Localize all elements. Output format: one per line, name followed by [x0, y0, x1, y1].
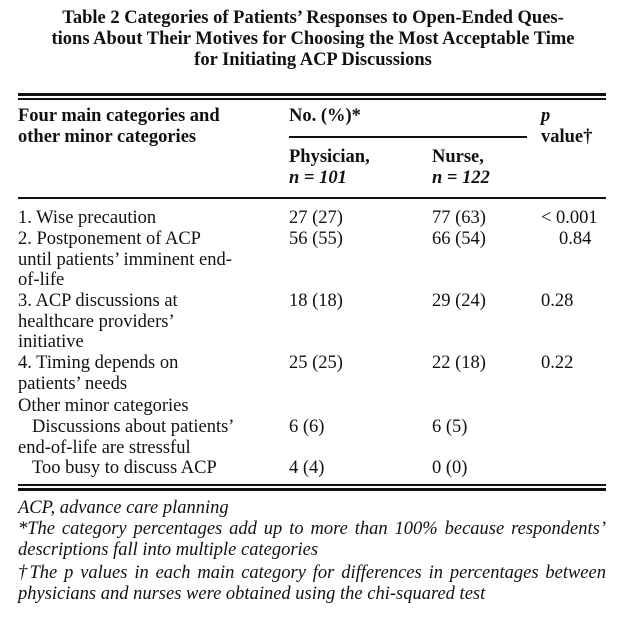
table-row — [18, 229, 232, 291]
header-p-letter: p — [541, 106, 551, 126]
title-line: for Initiating ACP Discussions — [194, 50, 432, 70]
bottom-rule-thick — [18, 488, 606, 491]
header-physician-line1: Physician, — [289, 147, 370, 167]
bottom-rule-thin — [18, 484, 606, 486]
row-label: Other minor categories — [18, 396, 189, 416]
cell-physician: 6 (6) — [289, 417, 325, 437]
row-label: patients’ needs — [18, 373, 128, 394]
cell-p-value: < 0.001 — [541, 208, 598, 228]
header-rule — [18, 197, 606, 199]
title-line: Table 2 Categories of Patients’ Responses to Open-Ended Ques- — [62, 8, 564, 28]
cell-nurse: 66 (54) — [432, 229, 486, 249]
header-p-label: value† — [541, 126, 593, 147]
header-categories-line1: Four main categories and — [18, 106, 220, 126]
cell-nurse: 0 (0) — [432, 458, 468, 478]
header-categories-line2: other minor categories — [18, 126, 197, 147]
table-row — [18, 208, 156, 229]
top-rule-thick — [18, 93, 606, 96]
table-row — [18, 291, 178, 353]
cell-physician: 18 (18) — [289, 291, 343, 311]
row-label: Discussions about patients’ — [32, 417, 235, 437]
cell-nurse: 29 (24) — [432, 291, 486, 311]
table-row — [18, 353, 178, 394]
row-label: 4. Timing depends on — [18, 353, 179, 373]
cell-p-value: 0.84 — [559, 229, 592, 249]
row-label: 3. ACP discussions at — [18, 291, 178, 311]
row-label: initiative — [18, 332, 84, 352]
row-label: healthcare providers’ — [18, 311, 175, 332]
cell-nurse: 77 (63) — [432, 208, 486, 228]
row-label: Too busy to discuss ACP — [32, 458, 217, 478]
header-nurse — [432, 147, 490, 188]
header-physician-line2: n = 101 — [289, 167, 347, 188]
cell-nurse: 22 (18) — [432, 353, 486, 373]
footnote-abbreviation: ACP, advance care planning — [18, 498, 229, 518]
row-label: end-of-life are stressful — [18, 437, 191, 458]
footnote-p-values: †The p values in each main category for differences in percentages between physicians and nurses were obtained using the chi-squared test — [18, 563, 606, 604]
table-row — [18, 396, 189, 417]
cell-p-value: 0.28 — [541, 291, 574, 311]
table-row — [18, 417, 234, 458]
header-count-group: No. (%)* — [289, 106, 361, 126]
row-label: until patients’ imminent end- — [18, 249, 232, 270]
header-nurse-line2: n = 122 — [432, 167, 490, 188]
title-line: tions About Their Motives for Choosing the Most Acceptable Time — [51, 29, 575, 49]
cell-nurse: 6 (5) — [432, 417, 468, 437]
cell-p-value: 0.22 — [541, 353, 574, 373]
top-rule-thin — [18, 98, 606, 100]
row-label: of-life — [18, 270, 65, 290]
cell-physician: 4 (4) — [289, 458, 325, 478]
table-row — [18, 458, 217, 479]
cell-physician: 27 (27) — [289, 208, 343, 228]
header-nurse-line1: Nurse, — [432, 147, 484, 167]
row-label: 2. Postponement of ACP — [18, 229, 201, 249]
footnote-percentages: *The category percentages add up to more than 100% because respondents’ descriptions fall into multiple categories — [18, 519, 606, 560]
group-rule — [289, 136, 527, 138]
table-title — [18, 8, 608, 71]
header-p-value — [541, 106, 592, 147]
row-label: 1. Wise precaution — [18, 208, 157, 228]
cell-physician: 25 (25) — [289, 353, 343, 373]
cell-physician: 56 (55) — [289, 229, 343, 249]
header-categories — [18, 106, 220, 147]
header-physician — [289, 147, 370, 188]
